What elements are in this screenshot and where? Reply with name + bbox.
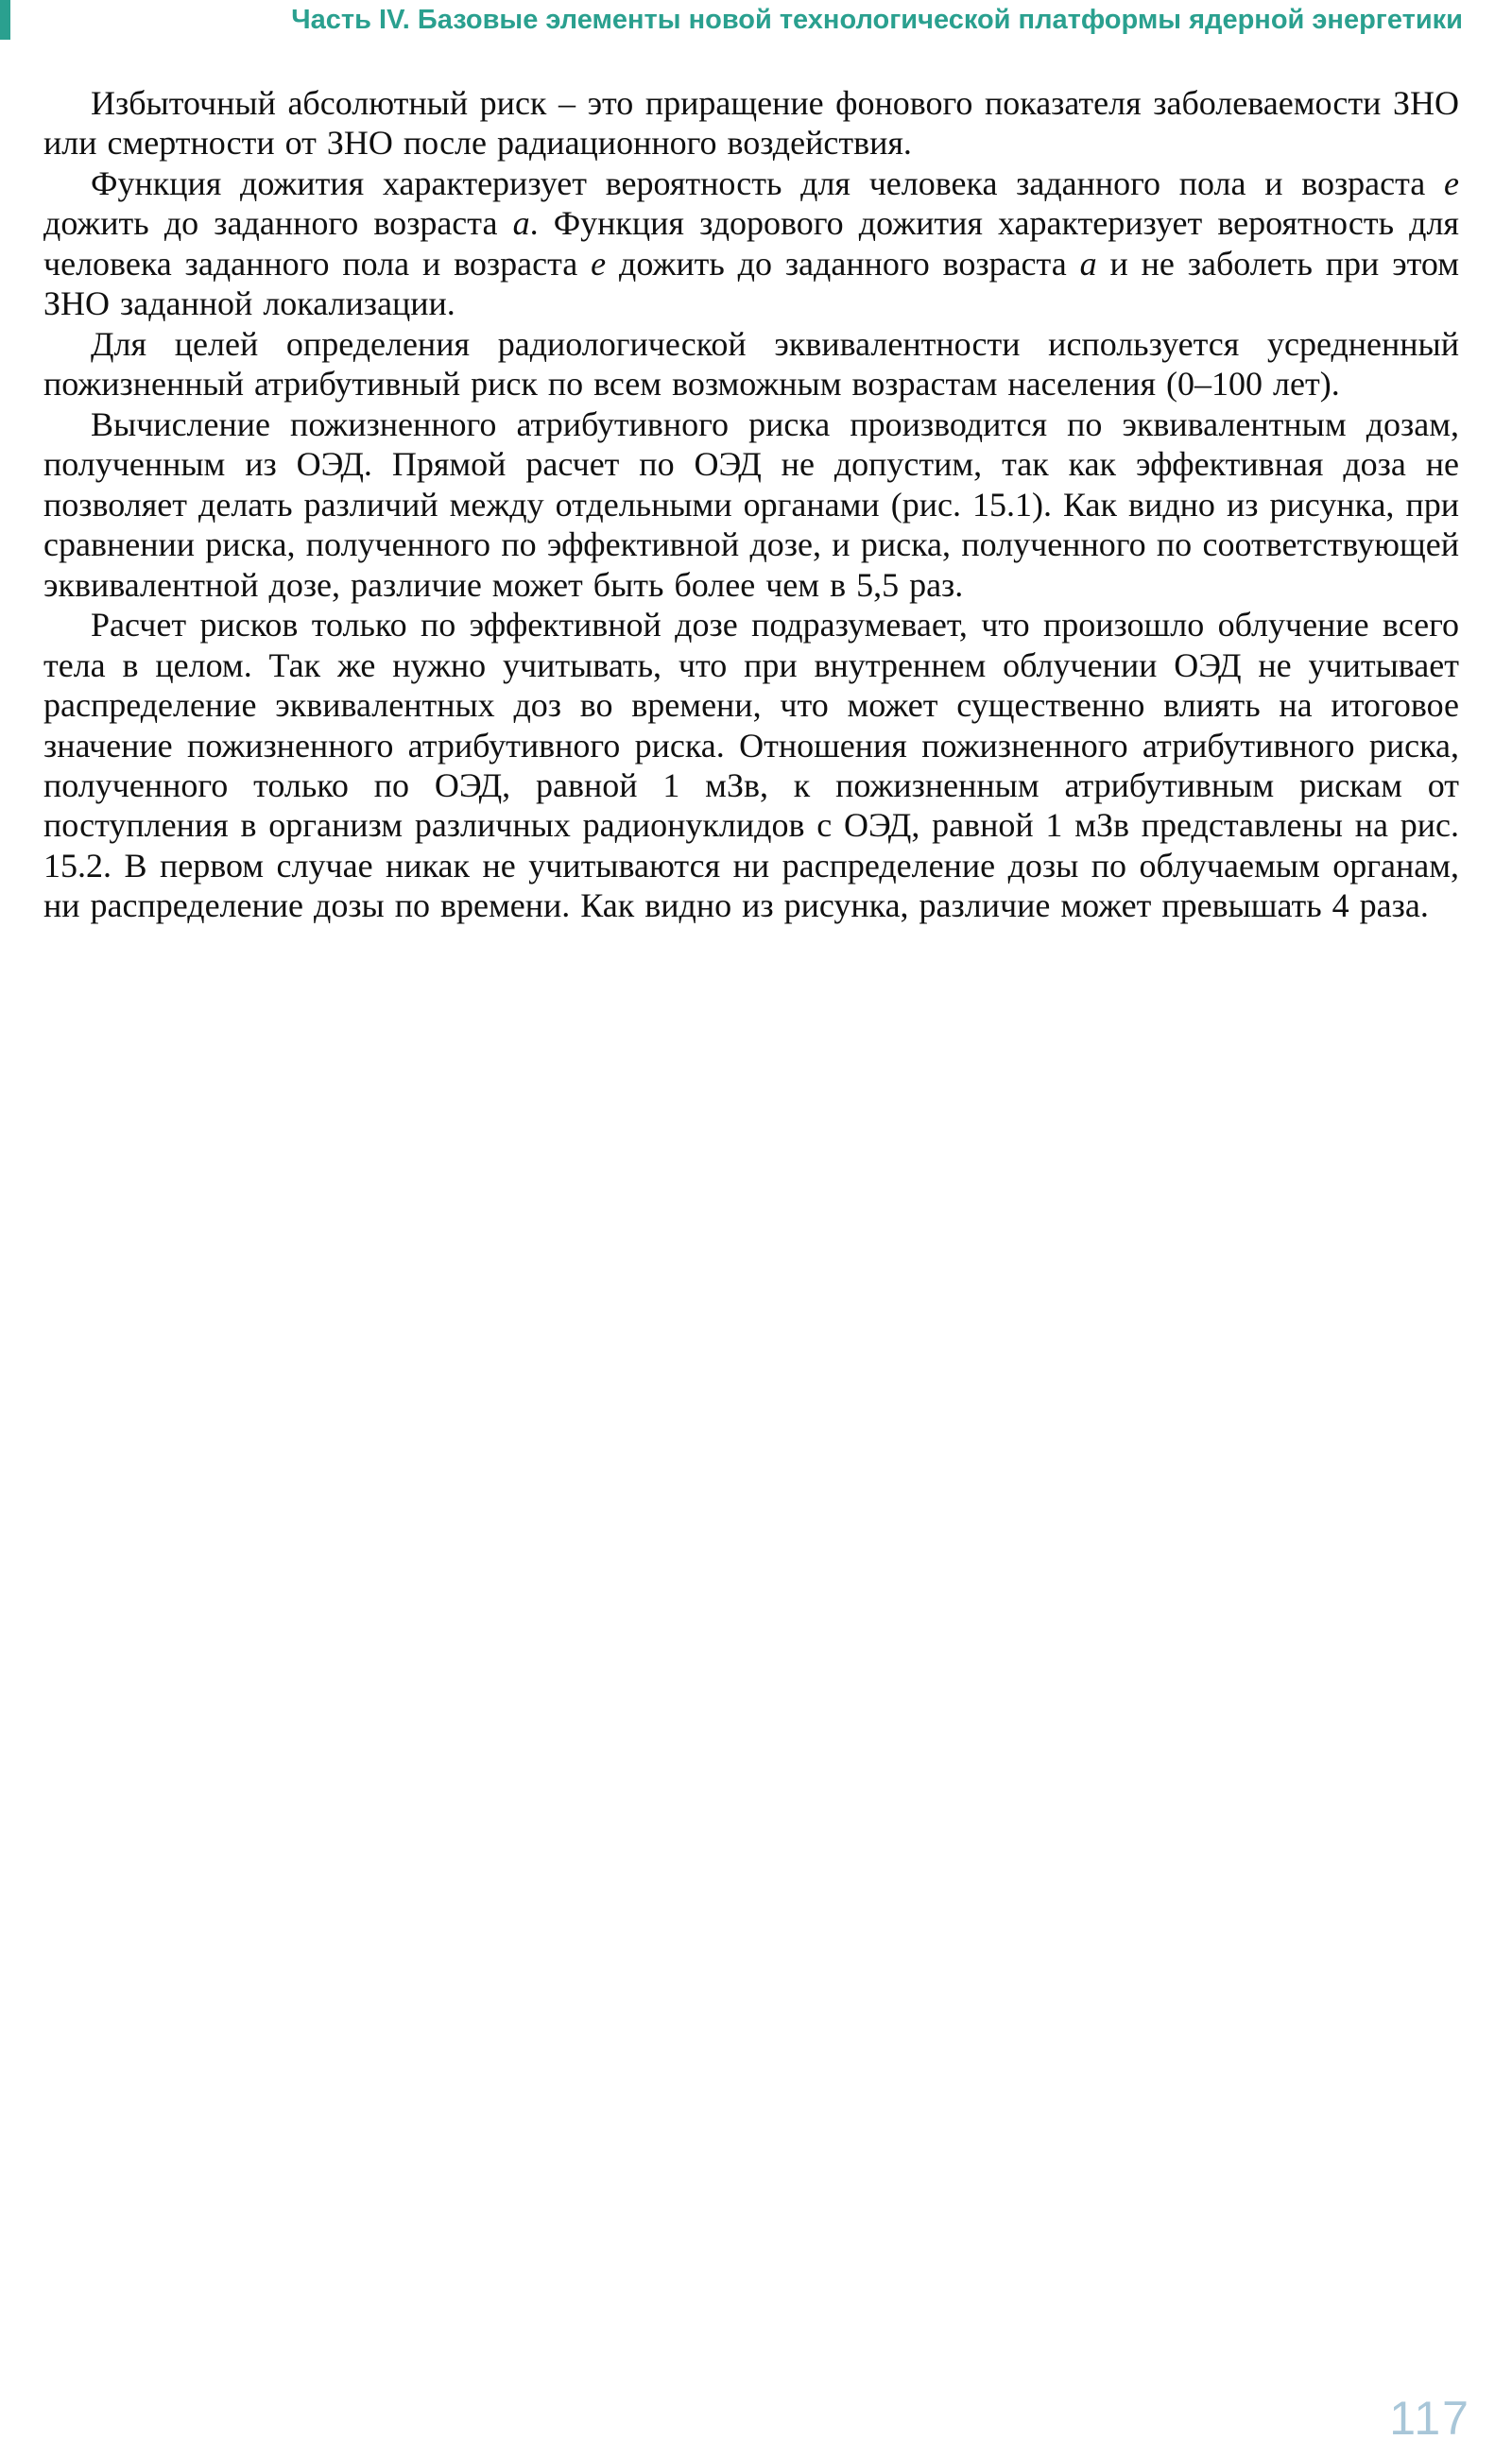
paragraph	[43, 163, 1459, 324]
math-variable: a	[1079, 244, 1097, 283]
accent-bar	[0, 0, 10, 40]
math-variable: e	[591, 244, 607, 283]
paragraph-text: Функция дожития характеризует вероятность для человека заданного пола и возраста	[91, 163, 1445, 202]
paragraph-text: дожить до заданного возраста	[43, 204, 513, 243]
paragraph-text: Вычисление пожизненного атрибутивного риска производится по эквивалентным дозам, полученным из ОЭД. Прямой расчет по ОЭД не допустим, так как эффективная доза не позволяет делать различий между отдельными органами (рис. 15.1). Как видно из рисунка, при сравнении риска, полученного по эффективной дозе, и риска, полученного по соответствующей эквивалентной дозе, различие может быть более чем в 5,5 раз.	[43, 404, 1459, 604]
paragraph-text: . Функция здорового дожития характеризует вероятность для человека заданного пола и возраста	[43, 204, 1459, 283]
paragraph	[43, 324, 1459, 404]
paragraph-text: Расчет рисков только по эффективной дозе подразумевает, что произошло облучение всего тела в целом. Так же нужно учитывать, что при внутреннем облучении ОЭД не учитывает распределение эквивалентных доз во времени, что может существенно влиять на итоговое значение пожизненного атрибутивного риска. Отношения пожизненного атрибутивного риска, полученного только по ОЭД, равной 1 мЗв, к пожизненным атрибутивным рискам от поступления в организм различных радионуклидов с ОЭД, равной 1 мЗв представлены на рис. 15.2. В первом случае никак не учитываются ни распределение дозы по облучаемым органам, ни распределение дозы по времени. Как видно из рисунка, различие может превышать 4 раза.	[43, 606, 1459, 925]
math-variable: a	[512, 204, 530, 243]
page-number: 117	[1389, 2392, 1470, 2445]
paragraph	[43, 605, 1459, 926]
paragraph-text: Для целей определения радиологической эквивалентности используется усредненный пожизненный атрибутивный риск по всем возможным возрастам населения (0–100 лет).	[43, 324, 1459, 404]
paragraph-text: дожить до заданного возраста	[606, 244, 1080, 283]
paragraph-text: и не заболеть при этом ЗНО заданной локализации.	[43, 244, 1459, 323]
math-variable: e	[1444, 163, 1459, 202]
text-block	[43, 83, 1459, 926]
paragraph	[43, 404, 1459, 605]
paragraph	[43, 83, 1459, 163]
chapter-title: Часть IV. Базовые элементы новой технологической платформы ядерной энергетики	[291, 5, 1463, 35]
paragraph-text: Избыточный абсолютный риск – это приращение фонового показателя заболеваемости ЗНО или смертности от ЗНО после радиационного воздействия.	[43, 84, 1459, 163]
